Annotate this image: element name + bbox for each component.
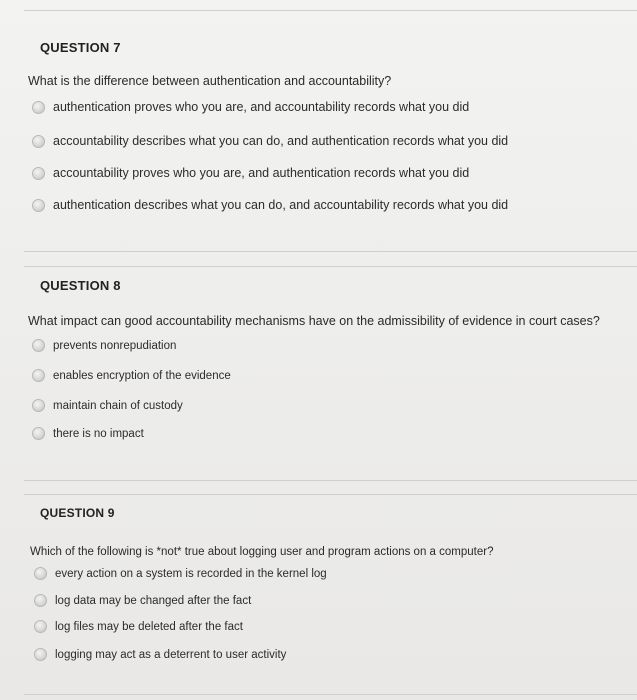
divider-top [24, 10, 637, 11]
question-7-option-1[interactable] [32, 100, 469, 114]
option-label: authentication describes what you can do, and accountability records what you did [53, 198, 509, 212]
divider-q8 [24, 480, 637, 481]
question-9-option-4[interactable] [34, 648, 286, 661]
question-7-option-2[interactable] [32, 134, 508, 148]
option-label: every action on a system is recorded in the kernel log [55, 567, 327, 580]
question-9-title: QUESTION 9 [40, 506, 115, 520]
radio-button[interactable] [34, 594, 47, 607]
question-8-option-3[interactable] [32, 399, 183, 412]
question-8-option-2[interactable] [32, 369, 231, 382]
radio-button[interactable] [32, 167, 45, 180]
radio-button[interactable] [32, 369, 45, 382]
option-label: authentication proves who you are, and accountability records what you did [53, 100, 470, 114]
question-7-option-3[interactable] [32, 166, 469, 180]
option-label: there is no impact [53, 427, 144, 440]
question-9-option-3[interactable] [34, 620, 243, 633]
option-label: enables encryption of the evidence [53, 369, 231, 382]
question-7-option-4[interactable] [32, 198, 508, 212]
question-7-text: What is the difference between authentication and accountability? [28, 74, 392, 88]
question-9-text: Which of the following is *not* true about logging user and program actions on a computer? [30, 546, 494, 558]
divider-q8-top [24, 266, 637, 267]
question-8-option-4[interactable] [32, 427, 144, 440]
radio-button[interactable] [32, 427, 45, 440]
radio-button[interactable] [32, 199, 45, 212]
radio-button[interactable] [34, 648, 47, 661]
radio-button[interactable] [32, 339, 45, 352]
divider-bottom [24, 694, 637, 695]
option-label: accountability proves who you are, and authentication records what you did [53, 166, 470, 180]
option-label: logging may act as a deterrent to user activity [55, 648, 287, 661]
option-label: maintain chain of custody [53, 399, 183, 412]
divider-q9-top [24, 494, 637, 495]
question-7-title: QUESTION 7 [40, 40, 121, 55]
radio-button[interactable] [32, 101, 45, 114]
option-label: log files may be deleted after the fact [55, 620, 243, 633]
radio-button[interactable] [32, 399, 45, 412]
question-8-title: QUESTION 8 [40, 278, 121, 293]
radio-button[interactable] [34, 620, 47, 633]
question-9-option-2[interactable] [34, 594, 251, 607]
question-9-option-1[interactable] [34, 567, 327, 580]
question-8-text: What impact can good accountability mechanisms have on the admissibility of evidence in court cases? [28, 314, 600, 328]
divider-q7 [24, 251, 637, 252]
question-8-option-1[interactable] [32, 339, 176, 352]
option-label: log data may be changed after the fact [55, 594, 252, 607]
option-label: prevents nonrepudiation [53, 339, 177, 352]
radio-button[interactable] [34, 567, 47, 580]
option-label: accountability describes what you can do, and authentication records what you did [53, 134, 509, 148]
radio-button[interactable] [32, 135, 45, 148]
